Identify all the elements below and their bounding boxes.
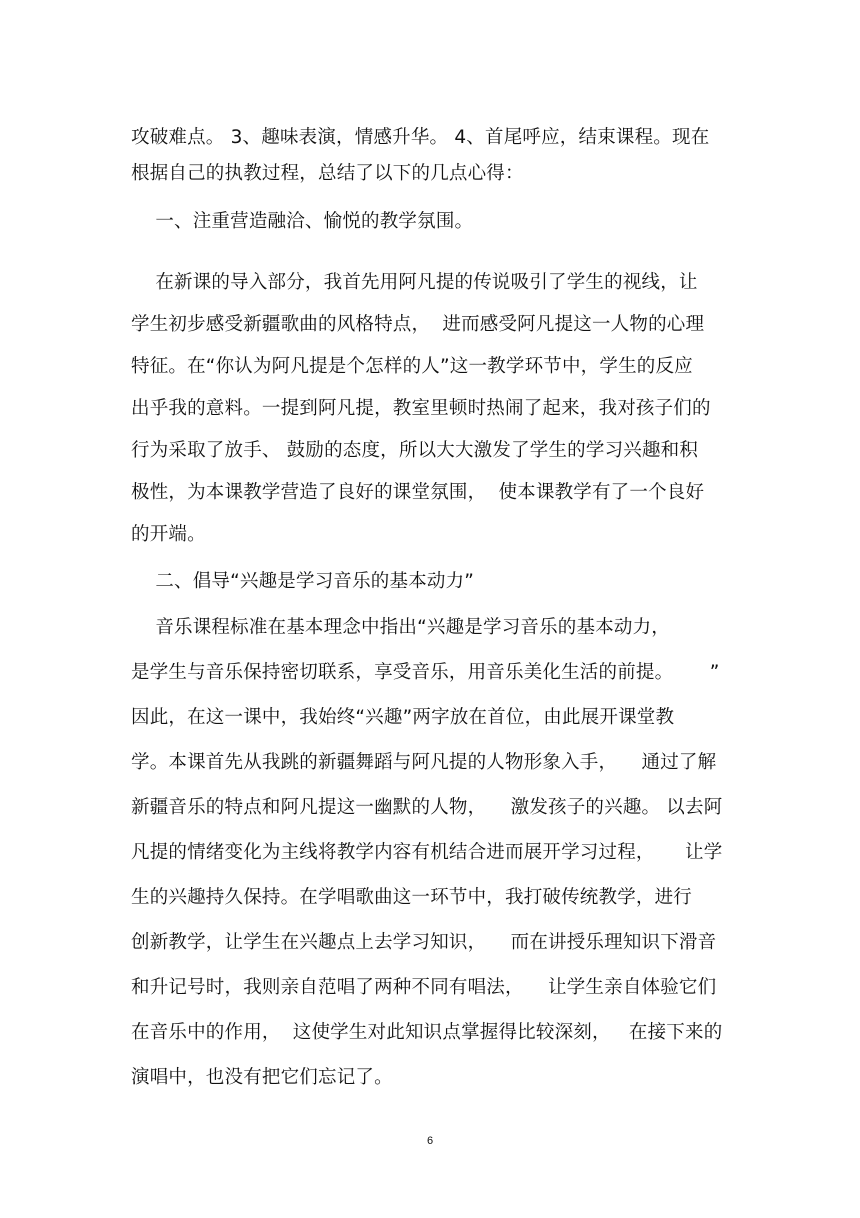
- text-line: 生的兴趣持久保持。在学唱歌曲这一环节中，我打破传统教学，进行: [131, 887, 693, 908]
- text-line: 学。本课首先从我跳的新疆舞蹈与阿凡提的人物形象入手， 通过了解: [131, 752, 717, 773]
- text-line: 创新教学，让学生在兴趣点上去学习知识， 而在讲授乐理知识下滑音: [131, 932, 717, 953]
- page-number: 6: [426, 1135, 434, 1147]
- text-line: 凡提的情绪变化为主线将教学内容有机结合进而展开学习过程， 让学: [131, 842, 723, 863]
- text-line: 在音乐中的作用， 这使学生对此知识点掌握得比较深刻， 在接下来的: [131, 1022, 723, 1043]
- text-line: 是学生与音乐保持密切联系，享受音乐，用音乐美化生活的前提。 ”: [131, 662, 720, 683]
- section-heading: 二、倡导“兴趣是学习音乐的基本动力”: [131, 571, 475, 592]
- section-heading: 一、注重营造融洽、愉悦的教学氛围。: [131, 211, 474, 232]
- text-line: 演唱中，也没有把它们忘记了。: [131, 1067, 393, 1088]
- text-line: 根据自己的执教过程，总结了以下的几点心得：: [131, 163, 524, 184]
- text-line: 音乐课程标准在基本理念中指出“兴趣是学习音乐的基本动力，: [131, 617, 671, 638]
- text-line: 的开端。: [131, 524, 206, 545]
- text-line: 新疆音乐的特点和阿凡提这一幽默的人物， 激发孩子的兴趣。 以去阿: [131, 797, 723, 818]
- text-line: 特征。在“你认为阿凡提是个怎样的人”这一教学环节中，学生的反应: [131, 356, 693, 377]
- text-line: 出乎我的意料。一提到阿凡提，教室里顿时热闹了起来，我对孩子们的: [131, 398, 711, 419]
- text-line: 行为采取了放手、 鼓励的态度，所以大大激发了学生的学习兴趣和积: [131, 440, 699, 461]
- text-line: 和升记号时，我则亲自范唱了两种不同有唱法， 让学生亲自体验它们: [131, 977, 717, 998]
- text-line: 学生初步感受新疆歌曲的风格特点， 进而感受阿凡提这一人物的心理: [131, 314, 705, 335]
- text-line: 攻破难点。 3、趣味表演，情感升华。 4、首尾呼应，结束课程。现在: [131, 127, 710, 148]
- text-line: 因此，在这一课中，我始终“兴趣”两字放在首位，由此展开课堂教: [131, 707, 675, 728]
- text-line: 在新课的导入部分，我首先用阿凡提的传说吸引了学生的视线，让: [131, 272, 698, 293]
- text-line: 极性，为本课教学营造了良好的课堂氛围， 使本课教学有了一个良好: [131, 482, 705, 503]
